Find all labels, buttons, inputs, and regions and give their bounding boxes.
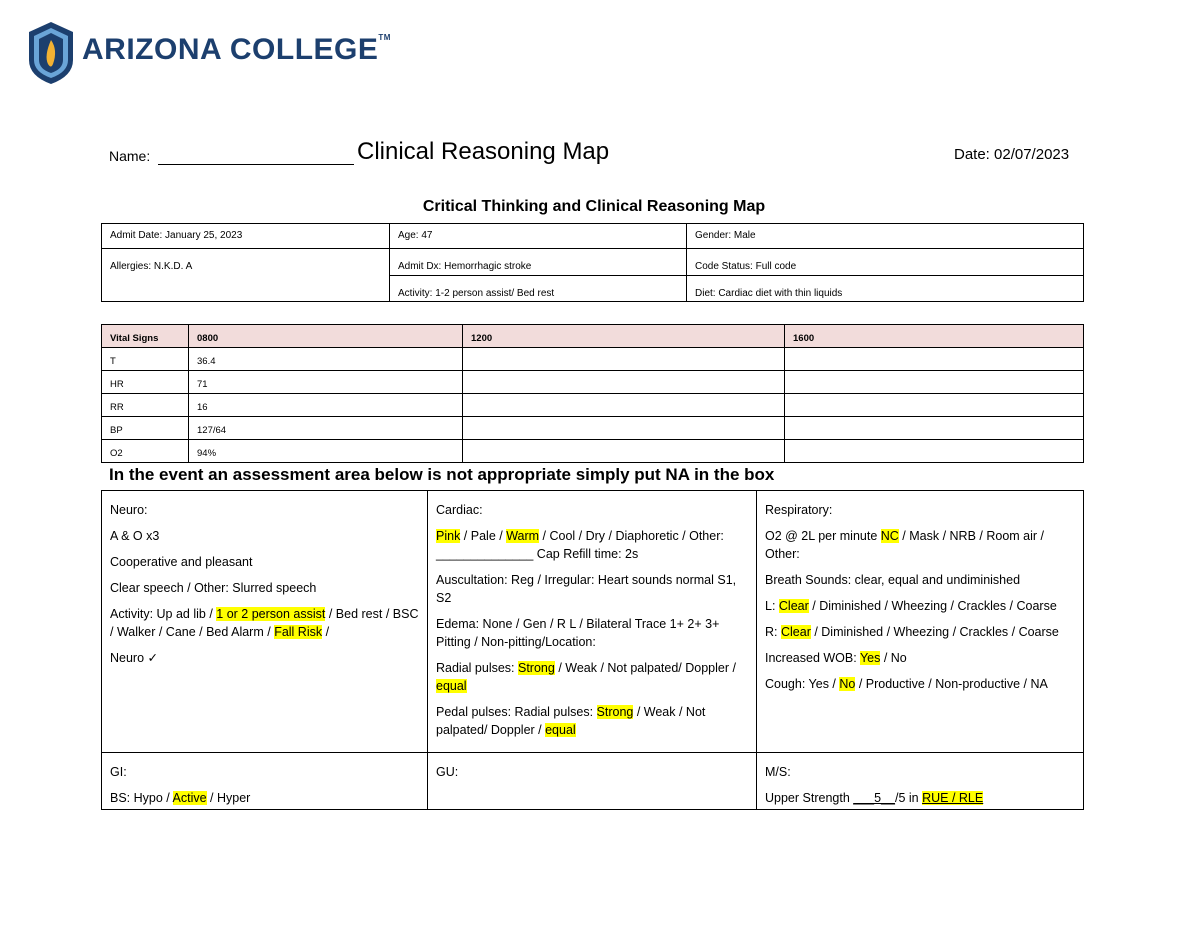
cardiac-pedal-pulses: Pedal pulses: Radial pulses: Strong / Weak / Not palpated/ Doppler / equal [436, 705, 706, 737]
page-title: Clinical Reasoning Map [357, 138, 610, 165]
neuro-activity: Activity: Up ad lib / 1 or 2 person assist / Bed rest / BSC / Walker / Cane / Bed Alarm / Fall Risk / [110, 607, 419, 639]
allergies-cell: Allergies: N.K.D. A [101, 248, 390, 302]
vitals-value [784, 347, 1084, 371]
vitals-header: 1600 [784, 324, 1084, 348]
date-label: Date: 02/07/2023 [954, 146, 1070, 163]
vitals-row-label: HR [101, 370, 189, 394]
neuro-mood: Cooperative and pleasant [110, 555, 253, 569]
activity-cell: Activity: 1-2 person assist/ Bed rest [389, 275, 687, 302]
logo-wordmark: ARIZONA COLLEGE™ [82, 33, 391, 66]
cardiac-title: Cardiac: [436, 503, 483, 517]
respiratory-right: R: Clear / Diminished / Wheezing / Crackles / Coarse [765, 625, 1059, 639]
vitals-value: 94% [188, 439, 463, 463]
respiratory-left: L: Clear / Diminished / Wheezing / Crackles / Coarse [765, 599, 1057, 613]
neuro-orientation: A & O x3 [110, 529, 160, 543]
vitals-header: 0800 [188, 324, 463, 348]
gender-cell: Gender: Male [686, 223, 1084, 249]
vitals-row-label: RR [101, 393, 189, 417]
vitals-value [784, 370, 1084, 394]
gi-bowel-sounds: BS: Hypo / Active / Hyper [110, 791, 251, 805]
admit-date-cell: Admit Date: January 25, 2023 [101, 223, 390, 249]
respiratory-o2: O2 @ 2L per minute NC / Mask / NRB / Room air / Other: [765, 529, 1044, 561]
respiratory-breath-sounds: Breath Sounds: clear, equal and undiminished [765, 573, 1021, 587]
cardiac-box [427, 490, 757, 753]
neuro-title: Neuro: [110, 503, 148, 517]
neuro-speech: Clear speech / Other: Slurred speech [110, 581, 317, 595]
name-field-line [158, 164, 354, 165]
diet-cell: Diet: Cardiac diet with thin liquids [686, 275, 1084, 302]
vitals-value: 127/64 [188, 416, 463, 440]
neuro-check: Neuro ✓ [110, 651, 158, 665]
gi-box [101, 752, 428, 810]
vitals-value [784, 439, 1084, 463]
vitals-row-label: T [101, 347, 189, 371]
admit-dx-cell: Admit Dx: Hemorrhagic stroke [389, 248, 687, 276]
vitals-row-label: O2 [101, 439, 189, 463]
ms-title: M/S: [765, 765, 791, 779]
vitals-header: Vital Signs [101, 324, 189, 348]
vitals-value [462, 393, 785, 417]
respiratory-wob: Increased WOB: Yes / No [765, 651, 907, 665]
neuro-box [101, 490, 428, 753]
code-status-cell: Code Status: Full code [686, 248, 1084, 276]
gu-title: GU: [436, 765, 459, 779]
ms-upper-strength: Upper Strength ___5__/5 in RUE / RLE [765, 791, 984, 805]
gi-title: GI: [110, 765, 127, 779]
vitals-value [462, 439, 785, 463]
vitals-value: 36.4 [188, 347, 463, 371]
cardiac-edema: Edema: None / Gen / R L / Bilateral Trace 1+ 2+ 3+ Pitting / Non-pitting/Location: [436, 617, 720, 649]
ms-box [756, 752, 1084, 810]
cardiac-radial-pulses: Radial pulses: Strong / Weak / Not palpated/ Doppler / equal [436, 661, 736, 693]
vitals-value [784, 393, 1084, 417]
vitals-value: 71 [188, 370, 463, 394]
vitals-value [462, 370, 785, 394]
cardiac-skin: Pink / Pale / Warm / Cool / Dry / Diaphoretic / Other: ______________ Cap Refill time: 2s [436, 529, 724, 561]
arizona-college-logo [26, 20, 426, 90]
vitals-value: 16 [188, 393, 463, 417]
vitals-value [784, 416, 1084, 440]
respiratory-title: Respiratory: [765, 503, 833, 517]
vitals-row-label: BP [101, 416, 189, 440]
cardiac-auscultation: Auscultation: Reg / Irregular: Heart sounds normal S1, S2 [436, 573, 737, 605]
name-label: Name: [109, 148, 151, 164]
respiratory-box [756, 490, 1084, 753]
respiratory-cough: Cough: Yes / No / Productive / Non-productive / NA [765, 677, 1048, 691]
vitals-value [462, 416, 785, 440]
shield-logo-icon [26, 20, 76, 86]
map-subtitle: Critical Thinking and Clinical Reasoning Map [422, 198, 766, 215]
vitals-header: 1200 [462, 324, 785, 348]
vitals-value [462, 347, 785, 371]
na-instruction: In the event an assessment area below is not appropriate simply put NA in the box [109, 465, 775, 484]
age-cell: Age: 47 [389, 223, 687, 249]
gu-box [427, 752, 757, 810]
